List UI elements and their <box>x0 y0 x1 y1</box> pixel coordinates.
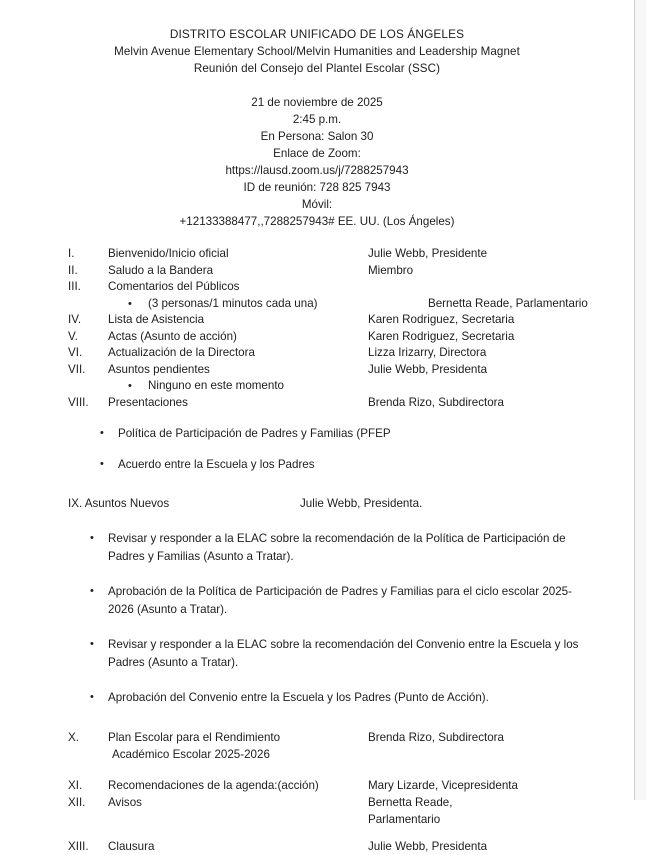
school-name: Melvin Avenue Elementary School/Melvin Humanities and Leadership Magnet <box>114 45 520 58</box>
spacer <box>0 763 634 777</box>
agenda-person: Brenda Rizo, Subdirectora <box>368 395 504 409</box>
agenda-row <box>0 838 634 855</box>
agenda-row <box>0 312 634 329</box>
agenda-label: Clausura <box>108 839 155 853</box>
agenda-row <box>0 246 634 263</box>
agenda-number: XII. <box>68 795 86 809</box>
bullet-icon: • <box>128 380 132 392</box>
new-business-bullet-label: Aprobación de la Política de Participación de Padres y Familias para el ciclo escolar 2025-2026 (Asunto a Tratar). <box>108 585 572 616</box>
agenda-subitem-person: Bernetta Reade, Parlamentario <box>428 296 588 310</box>
agenda-label: Recomendaciones de la agenda:(acción) <box>108 778 319 792</box>
agenda-number: V. <box>68 329 78 343</box>
agenda-row <box>0 329 634 346</box>
agenda-subitem-label: (3 personas/1 minutos cada una) <box>148 296 318 310</box>
new-business-bullet-label: Revisar y responder a la ELAC sobre la recomendación de la Política de Participación de Padres y Familias (Asunto a Tratar). <box>108 532 566 563</box>
document-header <box>0 26 634 77</box>
agenda-row <box>0 263 634 280</box>
agenda-number: X. <box>68 730 79 744</box>
bullet-icon: • <box>100 427 104 439</box>
agenda-label: Bienvenido/Inicio oficial <box>108 247 229 260</box>
page-gutter <box>635 0 646 800</box>
agenda-person: Lizza Irizarry, Directora <box>368 346 487 359</box>
agenda-label: Lista de Asistencia <box>108 313 205 326</box>
agenda-person: Karen Rodriguez, Secretaria <box>368 329 515 343</box>
mobile-label: Móvil: <box>301 198 333 211</box>
presentation-bullet-item <box>0 456 634 473</box>
agenda-row <box>0 729 634 746</box>
bullet-icon: • <box>90 532 94 544</box>
agenda-number: VIII. <box>68 395 89 409</box>
closing-items <box>0 729 634 855</box>
agenda-label: Presentaciones <box>108 395 188 409</box>
agenda-label: Avisos <box>108 795 142 809</box>
agenda-person: Julie Webb, Presidente <box>368 247 488 260</box>
meeting-title: Reunión del Consejo del Plantel Escolar (SSC) <box>193 62 441 75</box>
presentation-bullet-item <box>0 425 634 442</box>
bullet-icon: • <box>90 691 94 703</box>
bullet-icon: • <box>100 458 104 470</box>
agenda-row <box>0 345 634 362</box>
new-business-bullet-label: Revisar y responder a la ELAC sobre la recomendación del Convenio entre la Escuela y los Padres (Asunto a Tratar). <box>108 638 579 669</box>
agenda-person: Mary Lizarde, Vicepresidenta <box>368 778 518 792</box>
new-business-bullet-item <box>0 636 634 671</box>
zoom-link-label: Enlace de Zoom: <box>273 147 361 160</box>
new-business-bullet-item <box>0 689 634 707</box>
agenda-subitem-pending <box>0 378 634 395</box>
presentation-bullet-label: Política de Participación de Padres y Familias (PFEP <box>118 427 391 440</box>
agenda-list <box>0 246 634 411</box>
agenda-number: IV. <box>68 313 82 326</box>
presentation-bullets <box>0 425 634 473</box>
new-business-bullet-item <box>0 530 634 565</box>
mobile-number[interactable]: +12133388477,,7288257943# EE. UU. (Los Ángeles) <box>179 215 455 228</box>
bullet-icon: • <box>90 638 94 650</box>
agenda-number: VI. <box>68 346 83 359</box>
meeting-time: 2:45 p.m. <box>292 113 342 126</box>
agenda-subitem-public-comment <box>0 296 634 313</box>
agenda-person: Julie Webb, Presidenta <box>368 839 488 853</box>
agenda-number: I. <box>68 247 75 260</box>
agenda-row <box>0 279 634 296</box>
agenda-number: XIII. <box>68 839 89 853</box>
agenda-subitem-label: Ninguno en este momento <box>148 379 284 392</box>
new-business-bullet-label: Aprobación del Convenio entre la Escuela y los Padres (Punto de Acción). <box>108 691 489 704</box>
new-business-bullets <box>0 530 634 707</box>
agenda-label: Plan Escolar para el Rendimiento <box>108 730 281 744</box>
agenda-row <box>0 362 634 379</box>
agenda-label: Asuntos pendientes <box>108 362 210 376</box>
agenda-label: Actualización de la Directora <box>108 346 255 359</box>
new-business-person: Julie Webb, Presidenta. <box>300 497 423 510</box>
spacer <box>0 828 634 838</box>
new-business-label: IX. Asuntos Nuevos <box>68 497 170 510</box>
meeting-date: 21 de noviembre de 2025 <box>251 96 383 109</box>
new-business-heading <box>0 495 634 512</box>
agenda-label-continuation: Académico Escolar 2025-2026 <box>112 747 270 761</box>
agenda-person: Karen Rodriguez, Secretaria <box>368 313 515 326</box>
bullet-icon: • <box>128 297 132 310</box>
agenda-number: XI. <box>68 778 83 792</box>
agenda-person: Bernetta Reade, <box>368 795 453 809</box>
agenda-label: Comentarios del Públicos <box>108 280 240 293</box>
agenda-person: Miembro <box>368 263 414 277</box>
agenda-number: II. <box>68 263 78 277</box>
agenda-number: VII. <box>68 362 86 376</box>
district-name: DISTRITO ESCOLAR UNIFICADO DE LOS ÁNGELES <box>169 27 465 41</box>
agenda-person: Julie Webb, Presidenta <box>368 362 488 376</box>
agenda-row <box>0 794 634 811</box>
presentation-bullet-label: Acuerdo entre la Escuela y los Padres <box>118 458 315 471</box>
agenda-row <box>0 395 634 412</box>
new-business-bullet-item <box>0 583 634 618</box>
meeting-info-block <box>0 94 634 230</box>
bullet-icon: • <box>90 585 94 597</box>
agenda-person-continuation: Parlamentario <box>368 812 441 826</box>
agenda-person: Brenda Rizo, Subdirectora <box>368 730 504 744</box>
agenda-label: Actas (Asunto de acción) <box>108 329 237 343</box>
agenda-row <box>0 777 634 794</box>
meeting-id: ID de reunión: 728 825 7943 <box>243 181 391 194</box>
agenda-label: Saludo a la Bandera <box>108 263 214 277</box>
agenda-number: III. <box>68 280 81 293</box>
meeting-location: En Persona: Salon 30 <box>260 130 374 143</box>
zoom-link-url[interactable]: https://lausd.zoom.us/j/7288257943 <box>225 164 409 177</box>
